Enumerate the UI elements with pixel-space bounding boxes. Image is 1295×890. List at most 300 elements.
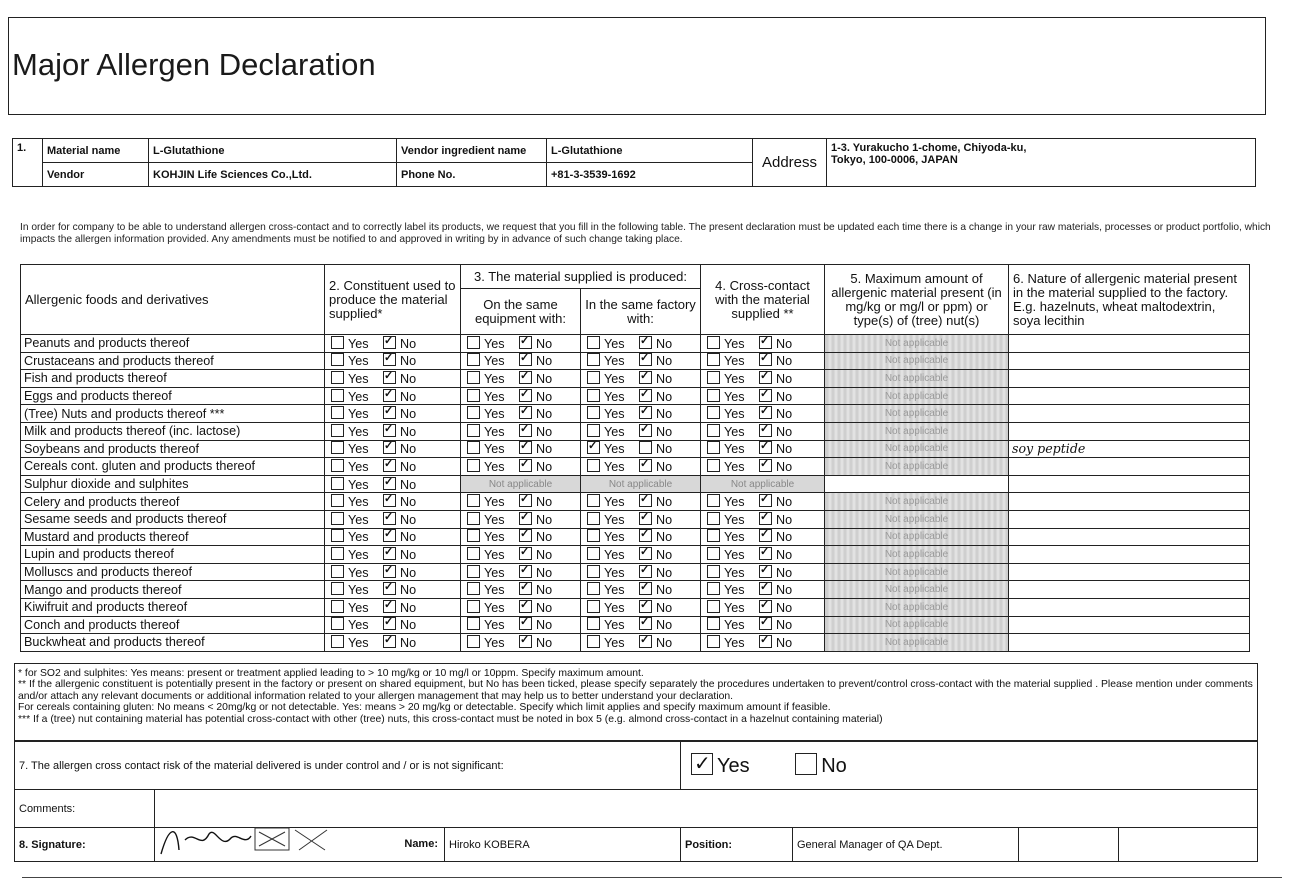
cross-contact-yes-option[interactable] [707, 424, 759, 439]
same-factory-yes-option[interactable] [587, 353, 639, 368]
same-factory-yes-option[interactable] [587, 459, 639, 474]
constituent-no-checkbox[interactable] [383, 441, 396, 454]
same-factory-no-checkbox[interactable] [639, 371, 652, 384]
nature-cell[interactable] [1009, 493, 1250, 511]
vendor-value[interactable]: KOHJIN Life Sciences Co.,Ltd. [149, 163, 397, 187]
nature-cell[interactable] [1009, 581, 1250, 599]
same-equipment-no-option[interactable] [519, 529, 571, 544]
cross-contact-no-checkbox[interactable] [759, 635, 772, 648]
material-name-value[interactable]: L-Glutathione [149, 139, 397, 163]
vendor-ingredient-value[interactable]: L-Glutathione [547, 139, 753, 163]
same-equipment-yes-option[interactable] [467, 389, 519, 404]
constituent-no-checkbox[interactable] [383, 353, 396, 366]
nature-cell[interactable] [1009, 475, 1250, 493]
same-factory-yes-option[interactable] [587, 336, 639, 351]
same-equipment-no-checkbox[interactable] [519, 512, 532, 525]
q7-yes-checkbox[interactable] [691, 753, 713, 775]
constituent-no-checkbox[interactable] [383, 529, 396, 542]
same-equipment-no-checkbox[interactable] [519, 529, 532, 542]
same-equipment-yes-option[interactable] [467, 494, 519, 509]
cross-contact-no-option[interactable] [759, 547, 811, 562]
same-equipment-yes-checkbox[interactable] [467, 529, 480, 542]
same-equipment-yes-option[interactable] [467, 529, 519, 544]
cross-contact-yes-option[interactable] [707, 600, 759, 615]
cross-contact-yes-checkbox[interactable] [707, 389, 720, 402]
same-equipment-no-checkbox[interactable] [519, 353, 532, 366]
same-factory-yes-option[interactable] [587, 529, 639, 544]
cross-contact-yes-checkbox[interactable] [707, 529, 720, 542]
cross-contact-no-option[interactable] [759, 406, 811, 421]
same-factory-no-checkbox[interactable] [639, 389, 652, 402]
same-equipment-no-checkbox[interactable] [519, 582, 532, 595]
same-factory-no-checkbox[interactable] [639, 565, 652, 578]
constituent-yes-option[interactable] [331, 600, 383, 615]
signature-field[interactable] [155, 828, 445, 862]
q7-no-checkbox[interactable] [795, 753, 817, 775]
same-equipment-yes-checkbox[interactable] [467, 336, 480, 349]
constituent-yes-option[interactable] [331, 389, 383, 404]
same-factory-yes-option[interactable] [587, 389, 639, 404]
same-factory-no-option[interactable] [639, 336, 691, 351]
constituent-no-option[interactable] [383, 459, 435, 474]
constituent-no-option[interactable] [383, 529, 435, 544]
constituent-yes-option[interactable] [331, 617, 383, 632]
constituent-no-option[interactable] [383, 600, 435, 615]
constituent-yes-checkbox[interactable] [331, 494, 344, 507]
max-amount-cell[interactable] [825, 475, 1009, 493]
cross-contact-no-checkbox[interactable] [759, 617, 772, 630]
cross-contact-no-option[interactable] [759, 565, 811, 580]
cross-contact-no-checkbox[interactable] [759, 424, 772, 437]
same-equipment-no-option[interactable] [519, 494, 571, 509]
cross-contact-no-option[interactable] [759, 529, 811, 544]
same-equipment-no-checkbox[interactable] [519, 336, 532, 349]
cross-contact-no-option[interactable] [759, 617, 811, 632]
constituent-yes-checkbox[interactable] [331, 582, 344, 595]
same-equipment-yes-option[interactable] [467, 441, 519, 456]
max-amount-cell[interactable]: Not applicable [825, 563, 1009, 581]
cross-contact-yes-checkbox[interactable] [707, 336, 720, 349]
nature-cell[interactable] [1009, 510, 1250, 528]
address-value[interactable] [827, 139, 1256, 187]
same-factory-yes-checkbox[interactable] [587, 459, 600, 472]
cross-contact-no-option[interactable] [759, 582, 811, 597]
same-equipment-yes-checkbox[interactable] [467, 547, 480, 560]
same-factory-no-option[interactable] [639, 600, 691, 615]
same-factory-yes-option[interactable] [587, 406, 639, 421]
same-factory-yes-option[interactable] [587, 494, 639, 509]
same-equipment-yes-option[interactable] [467, 336, 519, 351]
cross-contact-yes-checkbox[interactable] [707, 406, 720, 419]
constituent-yes-option[interactable] [331, 494, 383, 509]
constituent-yes-option[interactable] [331, 371, 383, 386]
constituent-yes-option[interactable] [331, 512, 383, 527]
max-amount-cell[interactable]: Not applicable [825, 335, 1009, 353]
same-factory-no-checkbox[interactable] [639, 494, 652, 507]
constituent-no-checkbox[interactable] [383, 635, 396, 648]
constituent-no-option[interactable] [383, 635, 435, 650]
constituent-no-option[interactable] [383, 336, 435, 351]
constituent-no-option[interactable] [383, 582, 435, 597]
same-equipment-no-option[interactable] [519, 353, 571, 368]
same-factory-yes-checkbox[interactable] [587, 565, 600, 578]
constituent-yes-option[interactable] [331, 353, 383, 368]
constituent-no-option[interactable] [383, 512, 435, 527]
cross-contact-yes-option[interactable] [707, 441, 759, 456]
cross-contact-yes-option[interactable] [707, 617, 759, 632]
cross-contact-no-checkbox[interactable] [759, 529, 772, 542]
same-factory-no-checkbox[interactable] [639, 336, 652, 349]
nature-cell[interactable] [1009, 546, 1250, 564]
cross-contact-yes-checkbox[interactable] [707, 459, 720, 472]
constituent-yes-checkbox[interactable] [331, 565, 344, 578]
nature-cell[interactable] [1009, 370, 1250, 388]
same-factory-yes-checkbox[interactable] [587, 371, 600, 384]
same-factory-no-option[interactable] [639, 635, 691, 650]
nature-cell[interactable] [1009, 335, 1250, 353]
constituent-yes-option[interactable] [331, 635, 383, 650]
same-factory-no-option[interactable] [639, 565, 691, 580]
same-equipment-no-option[interactable] [519, 512, 571, 527]
cross-contact-no-option[interactable] [759, 635, 811, 650]
same-equipment-yes-option[interactable] [467, 371, 519, 386]
cross-contact-yes-checkbox[interactable] [707, 353, 720, 366]
cross-contact-no-checkbox[interactable] [759, 459, 772, 472]
max-amount-cell[interactable]: Not applicable [825, 405, 1009, 423]
cross-contact-no-option[interactable] [759, 336, 811, 351]
same-equipment-yes-checkbox[interactable] [467, 635, 480, 648]
same-factory-no-option[interactable] [639, 617, 691, 632]
constituent-no-checkbox[interactable] [383, 582, 396, 595]
same-equipment-yes-option[interactable] [467, 582, 519, 597]
same-factory-no-option[interactable] [639, 529, 691, 544]
cross-contact-no-checkbox[interactable] [759, 565, 772, 578]
constituent-yes-checkbox[interactable] [331, 336, 344, 349]
cross-contact-yes-checkbox[interactable] [707, 371, 720, 384]
constituent-no-checkbox[interactable] [383, 336, 396, 349]
same-equipment-no-option[interactable] [519, 582, 571, 597]
same-equipment-no-checkbox[interactable] [519, 617, 532, 630]
same-equipment-yes-checkbox[interactable] [467, 353, 480, 366]
same-factory-yes-checkbox[interactable] [587, 600, 600, 613]
same-equipment-no-checkbox[interactable] [519, 547, 532, 560]
max-amount-cell[interactable]: Not applicable [825, 581, 1009, 599]
same-equipment-yes-option[interactable] [467, 424, 519, 439]
cross-contact-no-checkbox[interactable] [759, 512, 772, 525]
cross-contact-yes-checkbox[interactable] [707, 600, 720, 613]
constituent-no-option[interactable] [383, 494, 435, 509]
nature-cell[interactable]: soy peptide [1009, 440, 1250, 458]
max-amount-cell[interactable]: Not applicable [825, 598, 1009, 616]
same-factory-yes-checkbox[interactable] [587, 389, 600, 402]
nature-cell[interactable] [1009, 352, 1250, 370]
constituent-yes-checkbox[interactable] [331, 371, 344, 384]
cross-contact-no-checkbox[interactable] [759, 336, 772, 349]
cross-contact-no-checkbox[interactable] [759, 582, 772, 595]
same-factory-yes-checkbox[interactable] [587, 582, 600, 595]
name-value[interactable]: Hiroko KOBERA [445, 828, 681, 862]
nature-cell[interactable] [1009, 634, 1250, 652]
constituent-yes-checkbox[interactable] [331, 389, 344, 402]
cross-contact-no-option[interactable] [759, 371, 811, 386]
constituent-no-checkbox[interactable] [383, 371, 396, 384]
nature-cell[interactable] [1009, 563, 1250, 581]
cross-contact-yes-checkbox[interactable] [707, 635, 720, 648]
same-equipment-yes-checkbox[interactable] [467, 424, 480, 437]
same-factory-no-checkbox[interactable] [639, 635, 652, 648]
constituent-no-checkbox[interactable] [383, 547, 396, 560]
same-factory-yes-checkbox[interactable] [587, 617, 600, 630]
same-equipment-no-option[interactable] [519, 600, 571, 615]
cross-contact-yes-checkbox[interactable] [707, 617, 720, 630]
constituent-yes-checkbox[interactable] [331, 441, 344, 454]
same-factory-no-checkbox[interactable] [639, 459, 652, 472]
max-amount-cell[interactable]: Not applicable [825, 352, 1009, 370]
same-factory-no-checkbox[interactable] [639, 582, 652, 595]
constituent-no-checkbox[interactable] [383, 389, 396, 402]
constituent-no-checkbox[interactable] [383, 617, 396, 630]
cross-contact-no-checkbox[interactable] [759, 441, 772, 454]
cross-contact-no-checkbox[interactable] [759, 371, 772, 384]
same-factory-yes-option[interactable] [587, 565, 639, 580]
cross-contact-yes-checkbox[interactable] [707, 582, 720, 595]
constituent-yes-option[interactable] [331, 459, 383, 474]
same-equipment-no-checkbox[interactable] [519, 406, 532, 419]
cross-contact-yes-option[interactable] [707, 582, 759, 597]
same-factory-no-option[interactable] [639, 353, 691, 368]
constituent-yes-checkbox[interactable] [331, 547, 344, 560]
cross-contact-yes-option[interactable] [707, 389, 759, 404]
constituent-yes-checkbox[interactable] [331, 635, 344, 648]
nature-cell[interactable] [1009, 528, 1250, 546]
same-factory-yes-checkbox[interactable] [587, 512, 600, 525]
same-equipment-no-option[interactable] [519, 565, 571, 580]
cross-contact-no-option[interactable] [759, 512, 811, 527]
cross-contact-no-checkbox[interactable] [759, 600, 772, 613]
same-factory-yes-option[interactable] [587, 617, 639, 632]
same-factory-no-option[interactable] [639, 547, 691, 562]
same-equipment-no-option[interactable] [519, 635, 571, 650]
cross-contact-yes-checkbox[interactable] [707, 565, 720, 578]
same-equipment-no-option[interactable] [519, 424, 571, 439]
q7-no-option[interactable] [795, 755, 847, 777]
cross-contact-yes-checkbox[interactable] [707, 512, 720, 525]
same-equipment-yes-option[interactable] [467, 512, 519, 527]
cross-contact-yes-option[interactable] [707, 547, 759, 562]
same-factory-yes-checkbox[interactable] [587, 494, 600, 507]
same-equipment-no-option[interactable] [519, 459, 571, 474]
cross-contact-no-option[interactable] [759, 494, 811, 509]
same-equipment-no-checkbox[interactable] [519, 565, 532, 578]
constituent-no-checkbox[interactable] [383, 424, 396, 437]
same-equipment-yes-option[interactable] [467, 459, 519, 474]
same-equipment-yes-checkbox[interactable] [467, 389, 480, 402]
same-factory-no-option[interactable] [639, 424, 691, 439]
constituent-yes-checkbox[interactable] [331, 512, 344, 525]
max-amount-cell[interactable]: Not applicable [825, 528, 1009, 546]
cross-contact-yes-option[interactable] [707, 512, 759, 527]
constituent-yes-option[interactable] [331, 547, 383, 562]
max-amount-cell[interactable]: Not applicable [825, 370, 1009, 388]
cross-contact-yes-checkbox[interactable] [707, 547, 720, 560]
same-factory-no-option[interactable] [639, 389, 691, 404]
cross-contact-no-option[interactable] [759, 600, 811, 615]
same-equipment-yes-checkbox[interactable] [467, 582, 480, 595]
same-factory-yes-checkbox[interactable] [587, 441, 600, 454]
constituent-no-option[interactable] [383, 477, 435, 492]
max-amount-cell[interactable]: Not applicable [825, 616, 1009, 634]
constituent-yes-option[interactable] [331, 406, 383, 421]
nature-cell[interactable] [1009, 387, 1250, 405]
same-equipment-yes-option[interactable] [467, 547, 519, 562]
same-factory-no-checkbox[interactable] [639, 406, 652, 419]
cross-contact-yes-option[interactable] [707, 353, 759, 368]
same-factory-yes-checkbox[interactable] [587, 336, 600, 349]
position-value[interactable]: General Manager of QA Dept. [793, 828, 1019, 862]
same-equipment-yes-checkbox[interactable] [467, 512, 480, 525]
same-equipment-no-checkbox[interactable] [519, 424, 532, 437]
constituent-no-option[interactable] [383, 424, 435, 439]
constituent-yes-checkbox[interactable] [331, 459, 344, 472]
same-factory-no-option[interactable] [639, 459, 691, 474]
cross-contact-yes-option[interactable] [707, 635, 759, 650]
constituent-no-option[interactable] [383, 565, 435, 580]
cross-contact-yes-checkbox[interactable] [707, 424, 720, 437]
same-equipment-yes-option[interactable] [467, 635, 519, 650]
same-factory-yes-option[interactable] [587, 582, 639, 597]
same-factory-yes-option[interactable] [587, 635, 639, 650]
cross-contact-yes-option[interactable] [707, 406, 759, 421]
constituent-yes-checkbox[interactable] [331, 353, 344, 366]
max-amount-cell[interactable]: Not applicable [825, 510, 1009, 528]
constituent-yes-option[interactable] [331, 582, 383, 597]
same-factory-no-checkbox[interactable] [639, 547, 652, 560]
same-equipment-yes-option[interactable] [467, 600, 519, 615]
same-factory-no-checkbox[interactable] [639, 441, 652, 454]
constituent-no-checkbox[interactable] [383, 512, 396, 525]
max-amount-cell[interactable]: Not applicable [825, 493, 1009, 511]
q7-yes-option[interactable] [691, 755, 755, 777]
constituent-yes-option[interactable] [331, 529, 383, 544]
constituent-no-option[interactable] [383, 371, 435, 386]
constituent-no-checkbox[interactable] [383, 494, 396, 507]
same-equipment-no-checkbox[interactable] [519, 459, 532, 472]
same-equipment-yes-checkbox[interactable] [467, 371, 480, 384]
same-factory-yes-option[interactable] [587, 424, 639, 439]
same-equipment-yes-checkbox[interactable] [467, 441, 480, 454]
same-equipment-no-checkbox[interactable] [519, 389, 532, 402]
same-factory-yes-checkbox[interactable] [587, 406, 600, 419]
same-equipment-yes-option[interactable] [467, 565, 519, 580]
same-factory-no-checkbox[interactable] [639, 600, 652, 613]
same-factory-no-checkbox[interactable] [639, 529, 652, 542]
constituent-yes-option[interactable] [331, 477, 383, 492]
same-factory-yes-checkbox[interactable] [587, 635, 600, 648]
max-amount-cell[interactable]: Not applicable [825, 634, 1009, 652]
cross-contact-no-option[interactable] [759, 459, 811, 474]
same-equipment-yes-checkbox[interactable] [467, 406, 480, 419]
same-equipment-no-option[interactable] [519, 371, 571, 386]
constituent-yes-option[interactable] [331, 441, 383, 456]
same-equipment-yes-option[interactable] [467, 406, 519, 421]
same-factory-yes-option[interactable] [587, 371, 639, 386]
constituent-no-option[interactable] [383, 353, 435, 368]
same-factory-yes-option[interactable] [587, 441, 639, 456]
cross-contact-no-checkbox[interactable] [759, 494, 772, 507]
constituent-no-option[interactable] [383, 617, 435, 632]
same-factory-no-checkbox[interactable] [639, 617, 652, 630]
nature-cell[interactable] [1009, 616, 1250, 634]
cross-contact-yes-option[interactable] [707, 371, 759, 386]
constituent-no-checkbox[interactable] [383, 477, 396, 490]
same-equipment-no-checkbox[interactable] [519, 494, 532, 507]
constituent-yes-option[interactable] [331, 424, 383, 439]
max-amount-cell[interactable]: Not applicable [825, 440, 1009, 458]
max-amount-cell[interactable]: Not applicable [825, 422, 1009, 440]
same-factory-yes-option[interactable] [587, 512, 639, 527]
same-equipment-yes-checkbox[interactable] [467, 600, 480, 613]
same-factory-no-option[interactable] [639, 494, 691, 509]
nature-cell[interactable] [1009, 422, 1250, 440]
same-equipment-yes-checkbox[interactable] [467, 459, 480, 472]
cross-contact-no-option[interactable] [759, 353, 811, 368]
constituent-yes-checkbox[interactable] [331, 529, 344, 542]
same-factory-no-option[interactable] [639, 582, 691, 597]
constituent-yes-checkbox[interactable] [331, 600, 344, 613]
same-equipment-no-option[interactable] [519, 406, 571, 421]
constituent-no-option[interactable] [383, 389, 435, 404]
same-factory-no-option[interactable] [639, 371, 691, 386]
constituent-no-option[interactable] [383, 441, 435, 456]
same-factory-yes-option[interactable] [587, 547, 639, 562]
nature-cell[interactable] [1009, 405, 1250, 423]
max-amount-cell[interactable]: Not applicable [825, 546, 1009, 564]
same-equipment-no-option[interactable] [519, 441, 571, 456]
same-equipment-yes-checkbox[interactable] [467, 565, 480, 578]
same-factory-no-checkbox[interactable] [639, 424, 652, 437]
constituent-yes-option[interactable] [331, 336, 383, 351]
nature-cell[interactable] [1009, 458, 1250, 476]
same-equipment-no-checkbox[interactable] [519, 635, 532, 648]
cross-contact-yes-option[interactable] [707, 494, 759, 509]
cross-contact-no-checkbox[interactable] [759, 353, 772, 366]
cross-contact-no-option[interactable] [759, 441, 811, 456]
cross-contact-yes-option[interactable] [707, 529, 759, 544]
same-factory-no-option[interactable] [639, 406, 691, 421]
cross-contact-yes-checkbox[interactable] [707, 494, 720, 507]
constituent-no-checkbox[interactable] [383, 565, 396, 578]
same-factory-no-checkbox[interactable] [639, 353, 652, 366]
constituent-yes-checkbox[interactable] [331, 617, 344, 630]
same-equipment-no-option[interactable] [519, 389, 571, 404]
same-equipment-no-option[interactable] [519, 547, 571, 562]
cross-contact-yes-option[interactable] [707, 459, 759, 474]
same-factory-no-option[interactable] [639, 512, 691, 527]
same-equipment-no-checkbox[interactable] [519, 371, 532, 384]
constituent-no-option[interactable] [383, 406, 435, 421]
same-equipment-yes-option[interactable] [467, 617, 519, 632]
same-factory-yes-checkbox[interactable] [587, 547, 600, 560]
max-amount-cell[interactable]: Not applicable [825, 387, 1009, 405]
max-amount-cell[interactable]: Not applicable [825, 458, 1009, 476]
cross-contact-no-checkbox[interactable] [759, 547, 772, 560]
cross-contact-no-option[interactable] [759, 389, 811, 404]
same-equipment-yes-checkbox[interactable] [467, 494, 480, 507]
cross-contact-no-checkbox[interactable] [759, 406, 772, 419]
same-equipment-no-option[interactable] [519, 617, 571, 632]
constituent-yes-checkbox[interactable] [331, 477, 344, 490]
same-factory-no-checkbox[interactable] [639, 512, 652, 525]
